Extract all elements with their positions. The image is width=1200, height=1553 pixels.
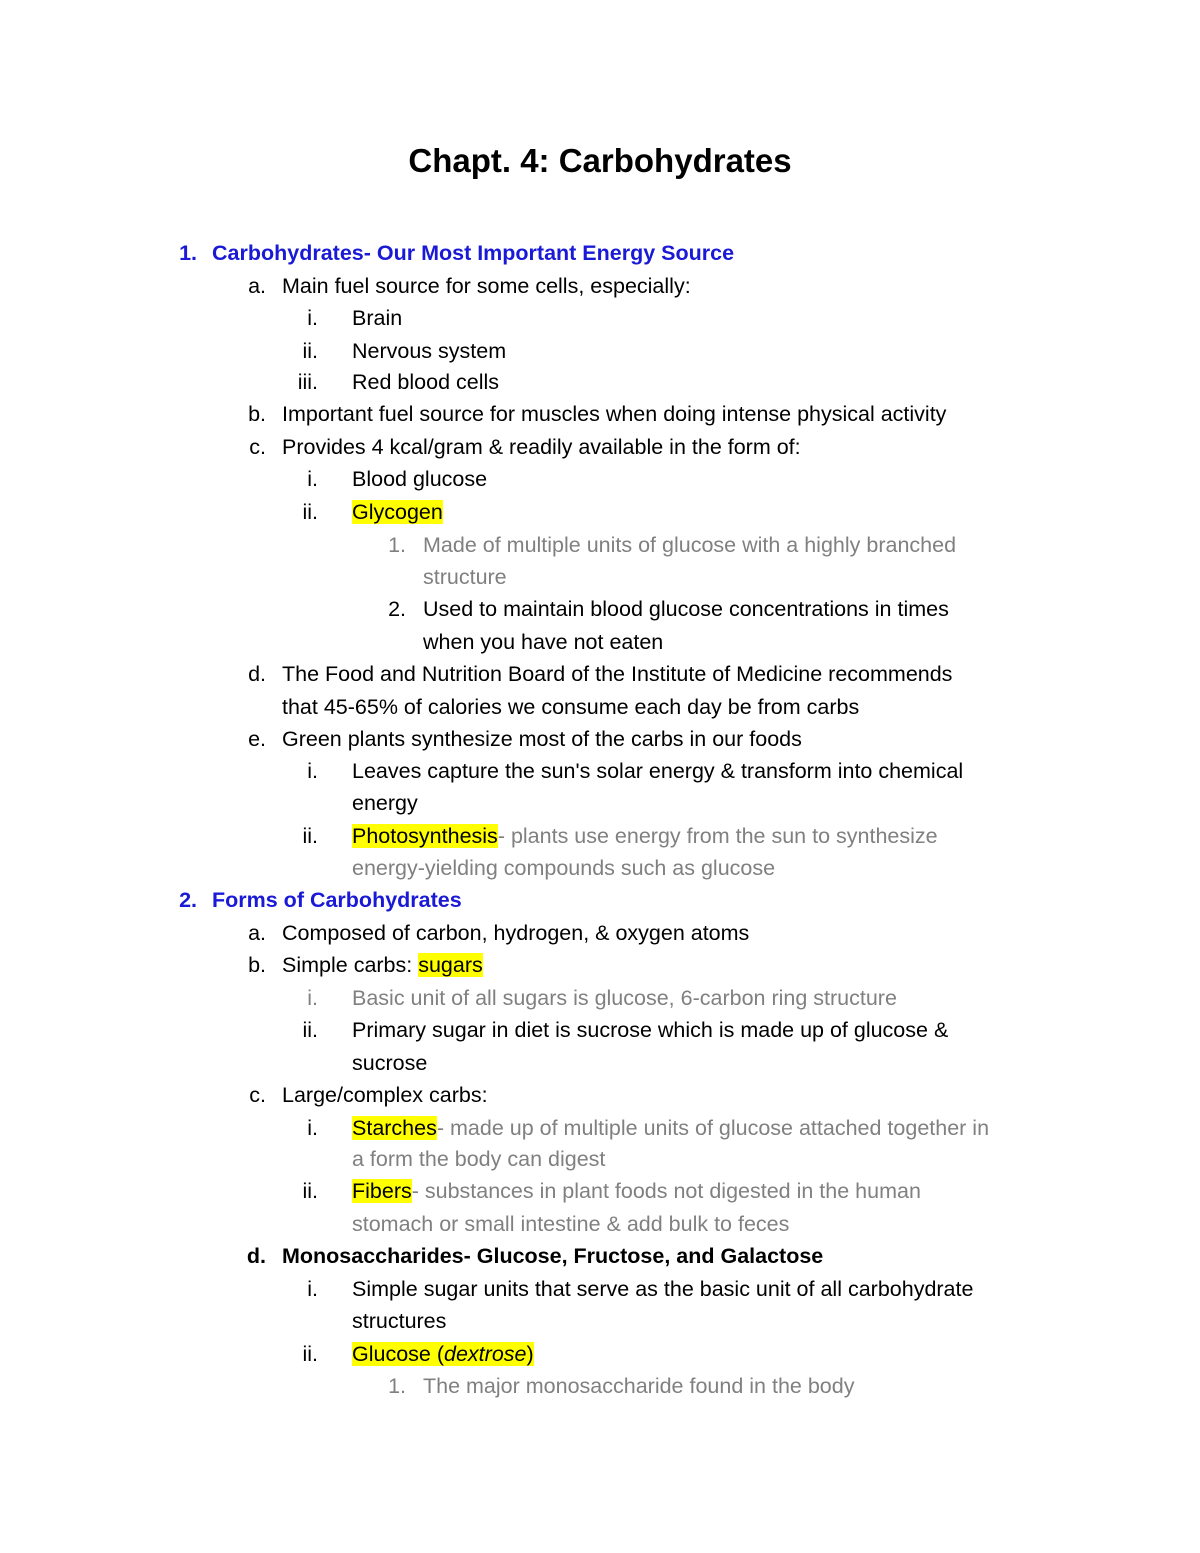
list-marker: c. xyxy=(249,1083,266,1107)
list-marker: i. xyxy=(307,1116,318,1140)
text-segment: The Food and Nutrition Board of the Institute of Medicine recommends xyxy=(282,662,953,686)
list-marker: ii. xyxy=(302,1179,318,1203)
line-text xyxy=(282,917,749,949)
highlighted-term: dextrose xyxy=(444,1342,527,1366)
list-marker: i. xyxy=(307,1277,318,1301)
text-segment: - made up of multiple units of glucose attached together in xyxy=(436,1116,990,1140)
text-segment: structures xyxy=(352,1309,447,1333)
outline-line xyxy=(0,1014,1200,1046)
line-text xyxy=(352,820,938,852)
outline-line xyxy=(0,820,1200,852)
line-text xyxy=(352,1047,427,1079)
outline-line xyxy=(0,302,1200,334)
line-text xyxy=(282,431,801,463)
text-segment: Monosaccharides- Glucose, Fructose, and Galactose xyxy=(282,1244,824,1268)
line-text xyxy=(352,852,775,884)
outline-line xyxy=(0,463,1200,495)
page-title: Chapt. 4: Carbohydrates xyxy=(408,142,792,179)
outline-line xyxy=(0,658,1200,690)
outline-line xyxy=(0,270,1200,302)
list-marker: d. xyxy=(248,662,266,686)
list-marker: iii. xyxy=(297,370,318,394)
outline-line xyxy=(0,723,1200,755)
text-segment: Simple sugar units that serve as the basic unit of all carbohydrate xyxy=(352,1277,974,1301)
text-segment: Green plants synthesize most of the carbs in our foods xyxy=(282,727,802,751)
outline-line xyxy=(0,1240,1200,1272)
line-text xyxy=(352,982,897,1014)
text-segment: The major monosaccharide found in the body xyxy=(423,1374,855,1398)
outline-line xyxy=(0,529,1200,561)
outline-line xyxy=(0,496,1200,528)
line-text xyxy=(282,949,483,981)
text-segment: Main fuel source for some cells, especially: xyxy=(282,274,691,298)
outline-line xyxy=(0,398,1200,430)
line-text xyxy=(352,302,402,334)
outline-line xyxy=(0,626,1200,658)
outline-line xyxy=(0,917,1200,949)
outline-line xyxy=(0,691,1200,723)
text-segment: Brain xyxy=(352,306,403,330)
outline-line xyxy=(0,335,1200,367)
outline-line xyxy=(0,852,1200,884)
line-text xyxy=(423,593,949,625)
list-marker: 2. xyxy=(388,597,406,621)
outline-line xyxy=(0,1370,1200,1402)
text-segment: Important fuel source for muscles when doing intense physical activity xyxy=(282,402,947,426)
text-segment: Provides 4 kcal/gram & readily available in the form of: xyxy=(282,435,801,459)
highlighted-term: sugars xyxy=(418,953,483,977)
text-segment: that 45-65% of calories we consume each day be from carbs xyxy=(282,695,860,719)
outline-line xyxy=(0,1047,1200,1079)
line-text xyxy=(352,1175,921,1207)
line-text xyxy=(352,1014,948,1046)
outline-line xyxy=(0,949,1200,981)
list-marker: 1. xyxy=(388,533,406,557)
list-marker: ii. xyxy=(302,339,318,363)
text-segment: Forms of Carbohydrates xyxy=(212,888,462,912)
line-text xyxy=(352,1305,446,1337)
line-text xyxy=(352,1112,989,1144)
text-segment: stomach or small intestine & add bulk to feces xyxy=(352,1212,790,1236)
text-segment: Used to maintain blood glucose concentrations in times xyxy=(423,597,949,621)
line-text xyxy=(282,1240,823,1272)
line-text xyxy=(282,270,691,302)
highlighted-term: ) xyxy=(526,1342,534,1366)
line-text xyxy=(352,787,418,819)
outline-line xyxy=(0,1112,1200,1144)
text-segment: Blood glucose xyxy=(352,467,488,491)
outline-line xyxy=(0,1175,1200,1207)
list-marker: d. xyxy=(246,1244,266,1268)
text-segment: Basic unit of all sugars is glucose, 6-carbon ring structure xyxy=(352,986,897,1010)
text-segment: Carbohydrates- Our Most Important Energy Source xyxy=(212,241,735,265)
text-segment: Composed of carbon, hydrogen, & oxygen atoms xyxy=(282,921,750,945)
text-segment: Simple carbs: xyxy=(282,953,419,977)
list-marker: b. xyxy=(248,953,266,977)
text-segment: Nervous system xyxy=(352,339,507,363)
outline-line xyxy=(0,1338,1200,1370)
outline-line xyxy=(0,431,1200,463)
line-text xyxy=(352,496,443,528)
list-marker: b. xyxy=(248,402,266,426)
text-segment: - substances in plant foods not digested in the human xyxy=(411,1179,921,1203)
outline-line xyxy=(0,1143,1200,1175)
text-segment: Made of multiple units of glucose with a highly branched xyxy=(423,533,957,557)
line-text xyxy=(282,658,952,690)
line-text xyxy=(212,237,734,269)
line-text xyxy=(352,463,487,495)
list-marker: ii. xyxy=(302,1018,318,1042)
line-text xyxy=(282,398,946,430)
text-segment: energy xyxy=(352,791,418,815)
line-text xyxy=(352,335,506,367)
list-marker: 2. xyxy=(179,888,197,912)
line-text xyxy=(423,529,956,561)
list-marker: a. xyxy=(248,921,266,945)
line-text xyxy=(352,1273,973,1305)
line-text xyxy=(352,1338,534,1370)
list-marker: 1. xyxy=(388,1374,406,1398)
text-segment: a form the body can digest xyxy=(352,1147,606,1171)
outline-line xyxy=(0,1208,1200,1240)
outline-line xyxy=(0,1079,1200,1111)
list-marker: i. xyxy=(307,759,318,783)
list-marker: c. xyxy=(249,435,266,459)
line-text xyxy=(352,1143,605,1175)
text-segment: Leaves capture the sun's solar energy & transform into chemical xyxy=(352,759,964,783)
list-marker: a. xyxy=(248,274,266,298)
list-marker: 1. xyxy=(179,241,197,265)
outline-line xyxy=(0,593,1200,625)
line-text xyxy=(423,626,663,658)
outline-line xyxy=(0,1305,1200,1337)
outline-line xyxy=(0,884,1200,916)
outline-line xyxy=(0,755,1200,787)
list-marker: i. xyxy=(307,306,318,330)
text-segment: Primary sugar in diet is sucrose which is made up of glucose & xyxy=(352,1018,949,1042)
list-marker: i. xyxy=(307,467,318,491)
highlighted-term: Glycogen xyxy=(352,500,443,524)
highlighted-term: Fibers xyxy=(352,1179,412,1203)
text-segment: sucrose xyxy=(352,1051,428,1075)
highlighted-term: Starches xyxy=(352,1116,437,1140)
highlighted-term: Photosynthesis xyxy=(352,824,498,848)
text-segment: - plants use energy from the sun to synthesize xyxy=(497,824,938,848)
outline-line xyxy=(0,366,1200,398)
list-marker: e. xyxy=(248,727,266,751)
outline-line xyxy=(0,237,1200,269)
line-text xyxy=(423,561,507,593)
line-text xyxy=(352,366,499,398)
highlighted-term: Glucose ( xyxy=(352,1342,445,1366)
text-segment: structure xyxy=(423,565,507,589)
list-marker: i. xyxy=(307,986,318,1010)
list-marker: ii. xyxy=(302,1342,318,1366)
line-text xyxy=(423,1370,854,1402)
outline-line xyxy=(0,561,1200,593)
line-text xyxy=(282,691,859,723)
list-marker: ii. xyxy=(302,500,318,524)
line-text xyxy=(352,1208,789,1240)
list-marker: ii. xyxy=(302,824,318,848)
line-text xyxy=(282,723,802,755)
text-segment: energy-yielding compounds such as glucose xyxy=(352,856,776,880)
line-text xyxy=(212,884,462,916)
outline-line xyxy=(0,787,1200,819)
text-segment: Large/complex carbs: xyxy=(282,1083,488,1107)
text-segment: when you have not eaten xyxy=(423,630,664,654)
outline-line xyxy=(0,982,1200,1014)
outline-line xyxy=(0,1273,1200,1305)
line-text xyxy=(352,755,963,787)
text-segment: Red blood cells xyxy=(352,370,500,394)
line-text xyxy=(282,1079,488,1111)
